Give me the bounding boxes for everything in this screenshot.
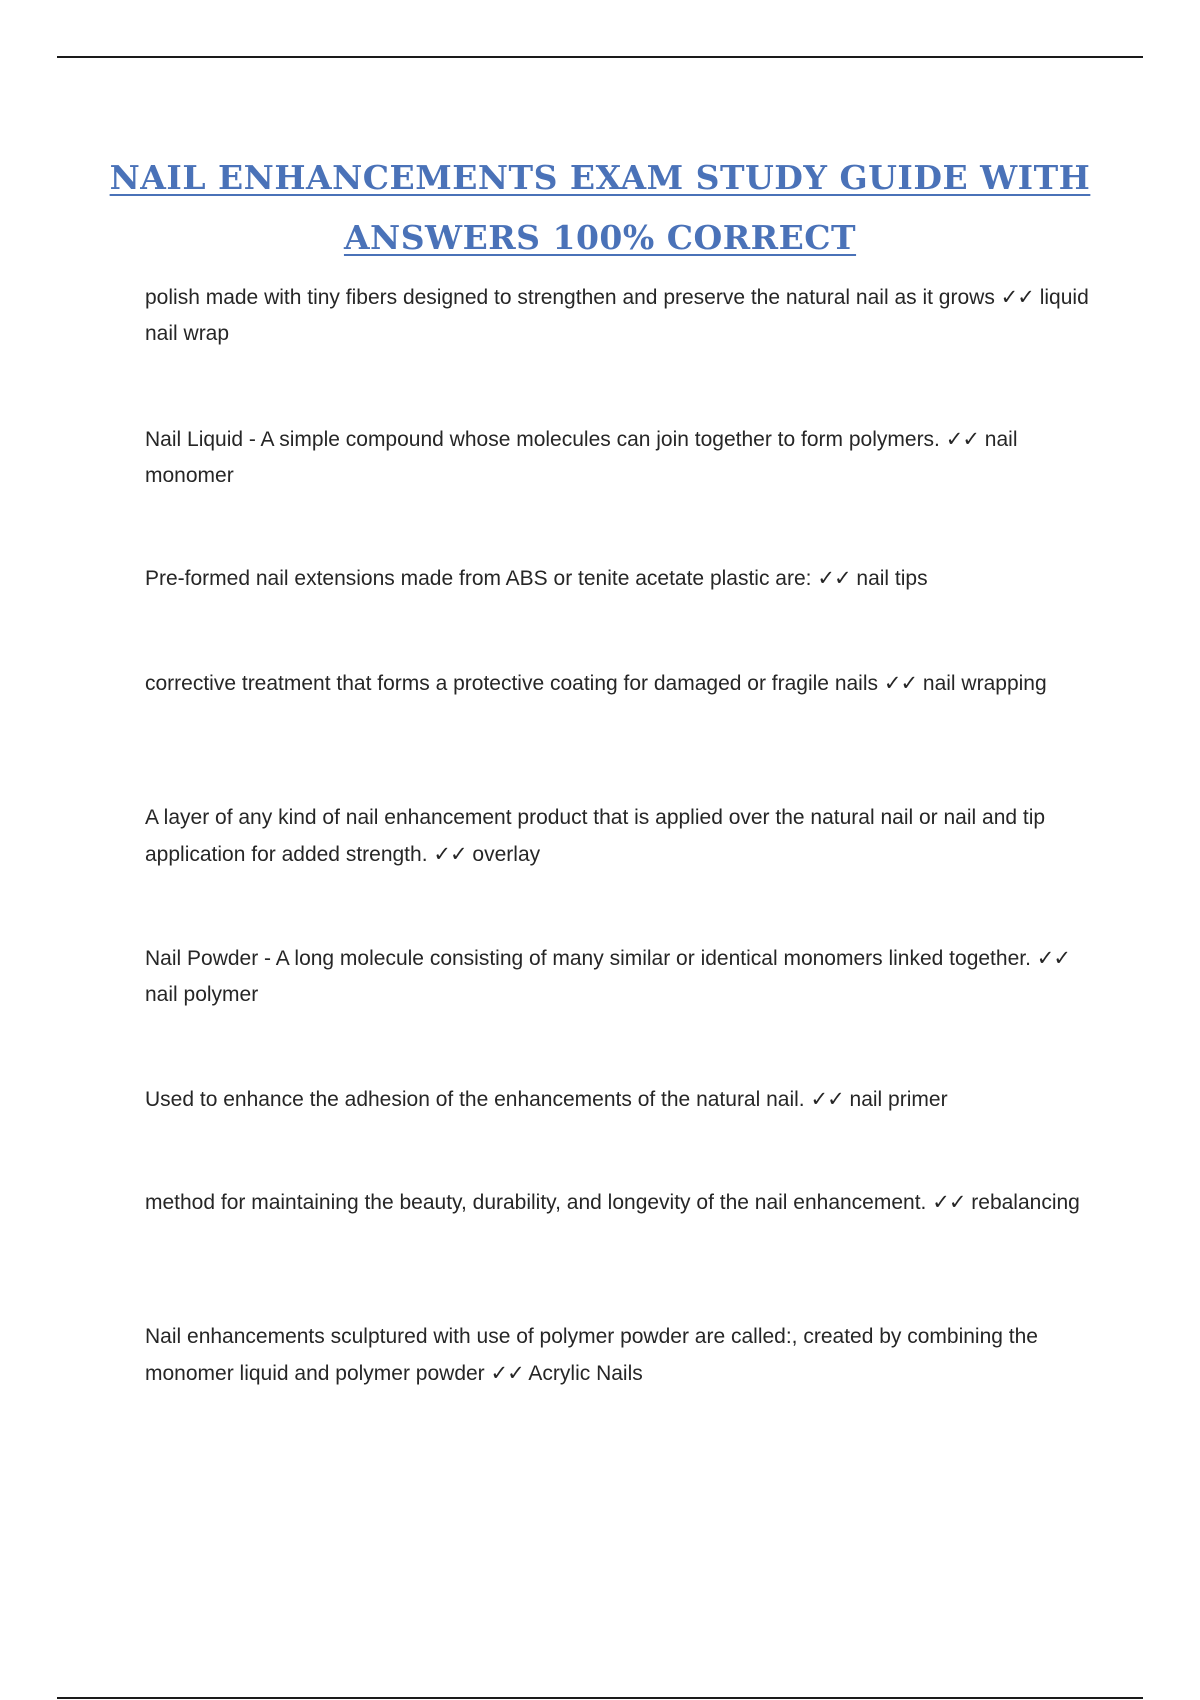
double-check-icon: ✓✓ bbox=[1000, 285, 1034, 309]
question-text: method for maintaining the beauty, durability, and longevity of the nail enhancement. bbox=[145, 1191, 927, 1214]
qa-item bbox=[145, 1319, 1095, 1392]
question-text: corrective treatment that forms a protective coating for damaged or fragile nails bbox=[145, 672, 879, 695]
qa-item bbox=[145, 800, 1095, 873]
qa-item bbox=[145, 940, 1095, 1013]
double-check-icon: ✓✓ bbox=[433, 842, 467, 866]
answer-text: overlay bbox=[472, 843, 541, 866]
question-text: Nail Liquid - A simple compound whose molecules can join together to form polymers. bbox=[145, 428, 940, 451]
question-text: A layer of any kind of nail enhancement product that is applied over the natural nail or nail and tip application for added strength. bbox=[145, 806, 1046, 866]
bottom-rule bbox=[57, 1697, 1143, 1699]
double-check-icon: ✓✓ bbox=[945, 427, 979, 451]
question-text: Pre-formed nail extensions made from ABS or tenite acetate plastic are: bbox=[145, 567, 812, 590]
top-rule bbox=[57, 56, 1143, 58]
qa-item bbox=[145, 279, 1095, 352]
question-text: Used to enhance the adhesion of the enhancements of the natural nail. bbox=[145, 1088, 805, 1111]
answer-text: nail tips bbox=[856, 567, 928, 590]
double-check-icon: ✓✓ bbox=[1036, 946, 1070, 970]
double-check-icon: ✓✓ bbox=[932, 1190, 966, 1214]
double-check-icon: ✓✓ bbox=[883, 671, 918, 695]
double-check-icon: ✓✓ bbox=[817, 566, 851, 590]
double-check-icon: ✓✓ bbox=[490, 1361, 524, 1385]
qa-item bbox=[145, 421, 1095, 494]
document-title bbox=[100, 148, 1100, 268]
title-line-2: ANSWERS 100% CORRECT bbox=[343, 218, 857, 257]
question-text: polish made with tiny fibers designed to strengthen and preserve the natural nail as it grows bbox=[145, 286, 995, 309]
question-text: Nail enhancements sculptured with use of polymer powder are called:, created by combining the monomer liquid and polymer powder bbox=[145, 1325, 1038, 1385]
qa-item bbox=[145, 560, 1095, 597]
qa-item bbox=[145, 665, 1095, 702]
answer-text: nail wrapping bbox=[922, 672, 1047, 695]
answer-text: rebalancing bbox=[971, 1191, 1080, 1214]
title-line-1: NAIL ENHANCEMENTS EXAM STUDY GUIDE WITH bbox=[109, 158, 1091, 197]
answer-text: nail monomer bbox=[145, 428, 1018, 487]
answer-text: Acrylic Nails bbox=[528, 1362, 643, 1385]
answer-text: nail polymer bbox=[145, 983, 259, 1006]
answer-text: nail primer bbox=[849, 1088, 948, 1111]
answer-text: liquid nail wrap bbox=[145, 286, 1089, 345]
qa-item bbox=[145, 1081, 1095, 1118]
question-text: Nail Powder - A long molecule consisting of many similar or identical monomers linked together. bbox=[145, 947, 1031, 970]
qa-item bbox=[145, 1184, 1095, 1221]
double-check-icon: ✓✓ bbox=[810, 1087, 844, 1111]
